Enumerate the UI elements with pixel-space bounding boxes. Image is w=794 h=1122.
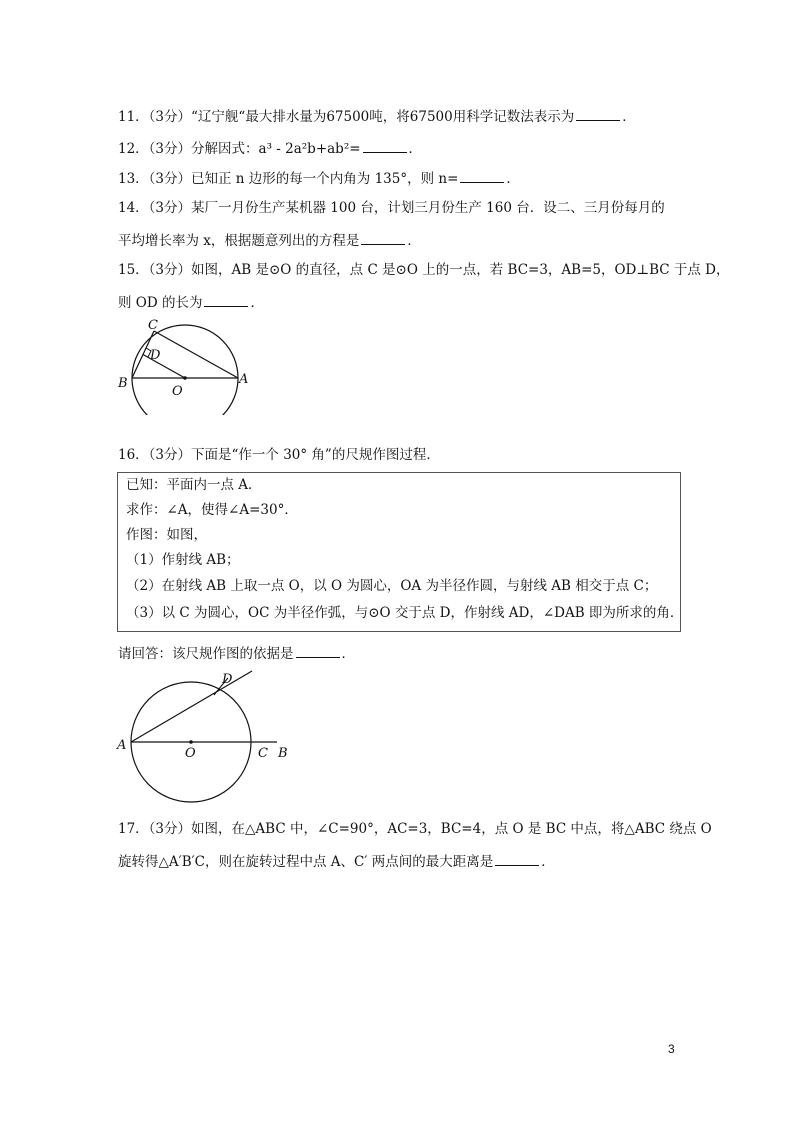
answer-blank-15[interactable]	[204, 292, 248, 307]
label-d: D	[150, 348, 161, 363]
circle-o	[132, 325, 238, 415]
answer-blank-11[interactable]	[576, 106, 620, 121]
label-c: C	[258, 746, 268, 761]
question-15-line2: 则 OD 的长为 ．	[118, 292, 264, 312]
label-a: A	[239, 372, 249, 387]
question-17-line1: 17．（3分）如图，在△ABC 中，∠C=90°，AC=3，BC=4，点 O 是 BC 中点，将△ABC 绕点 O	[118, 821, 712, 837]
label-c: C	[148, 318, 158, 333]
question-14-line2: 平均增长率为 x，根据题意列出的方程是 ．	[118, 230, 421, 250]
construction-box	[117, 472, 684, 632]
figure-16-construction-diagram	[112, 665, 302, 815]
answer-blank-13[interactable]	[460, 168, 504, 183]
box-construction: 作图：如图，	[126, 527, 207, 543]
label-b: B	[278, 746, 288, 761]
answer-blank-14[interactable]	[361, 230, 405, 245]
question-17-line2: 旋转得△A′B′C，则在旋转过程中点 A、C′ 两点间的最大距离是 ．	[118, 851, 555, 871]
label-b: B	[118, 376, 128, 391]
question-14-line1: 14．（3分）某厂一月份生产某机器 100 台，计划三月份生产 160 台．设二、三月份每月的	[118, 200, 665, 216]
center-point-o	[183, 376, 187, 380]
label-d: D	[222, 672, 233, 687]
label-o: O	[172, 384, 183, 399]
question-15-line1: 15．（3分）如图，AB 是⊙O 的直径，点 C 是⊙O 上的一点，若 BC=3，AB=5，OD⊥BC 于点 D，	[118, 262, 730, 278]
label-o: O	[185, 746, 196, 761]
chord-ca	[154, 331, 238, 378]
answer-blank-17[interactable]	[495, 851, 539, 866]
question-16-intro: 16．（3分）下面是“作一个 30° 角”的尺规作图过程．	[118, 447, 440, 463]
answer-blank-16[interactable]	[296, 643, 340, 658]
box-step2: （2）在射线 AB 上取一点 O，以 O 为圆心，OA 为半径作圆，与射线 AB 相交于点 C；	[126, 578, 658, 594]
figure-15-circle-diagram	[110, 315, 260, 415]
label-a: A	[117, 738, 127, 753]
answer-blank-12[interactable]	[363, 138, 407, 153]
box-required: 求作：∠A，使得∠A=30°．	[126, 502, 298, 518]
question-12: 12．（3分）分解因式：a³ - 2a²b+ab²= ．	[118, 138, 422, 158]
box-step3: （3）以 C 为圆心，OC 为半径作弧，与⊙O 交于点 D，作射线 AD，∠DAB 即为所求的角．	[126, 605, 684, 621]
center-point-o	[189, 740, 193, 744]
page-number: 3	[668, 1042, 675, 1056]
box-step1: （1）作射线 AB；	[126, 552, 240, 568]
question-13: 13．（3分）已知正 n 边形的每一个内角为 135°，则 n= ．	[118, 168, 520, 188]
question-16-answer: 请回答：该尺规作图的依据是 ．	[118, 643, 355, 663]
question-11: 11．（3分）“辽宁舰“最大排水量为67500吨，将67500用科学记数法表示为 ．	[118, 106, 636, 126]
box-given: 已知：平面内一点 A．	[126, 477, 262, 493]
